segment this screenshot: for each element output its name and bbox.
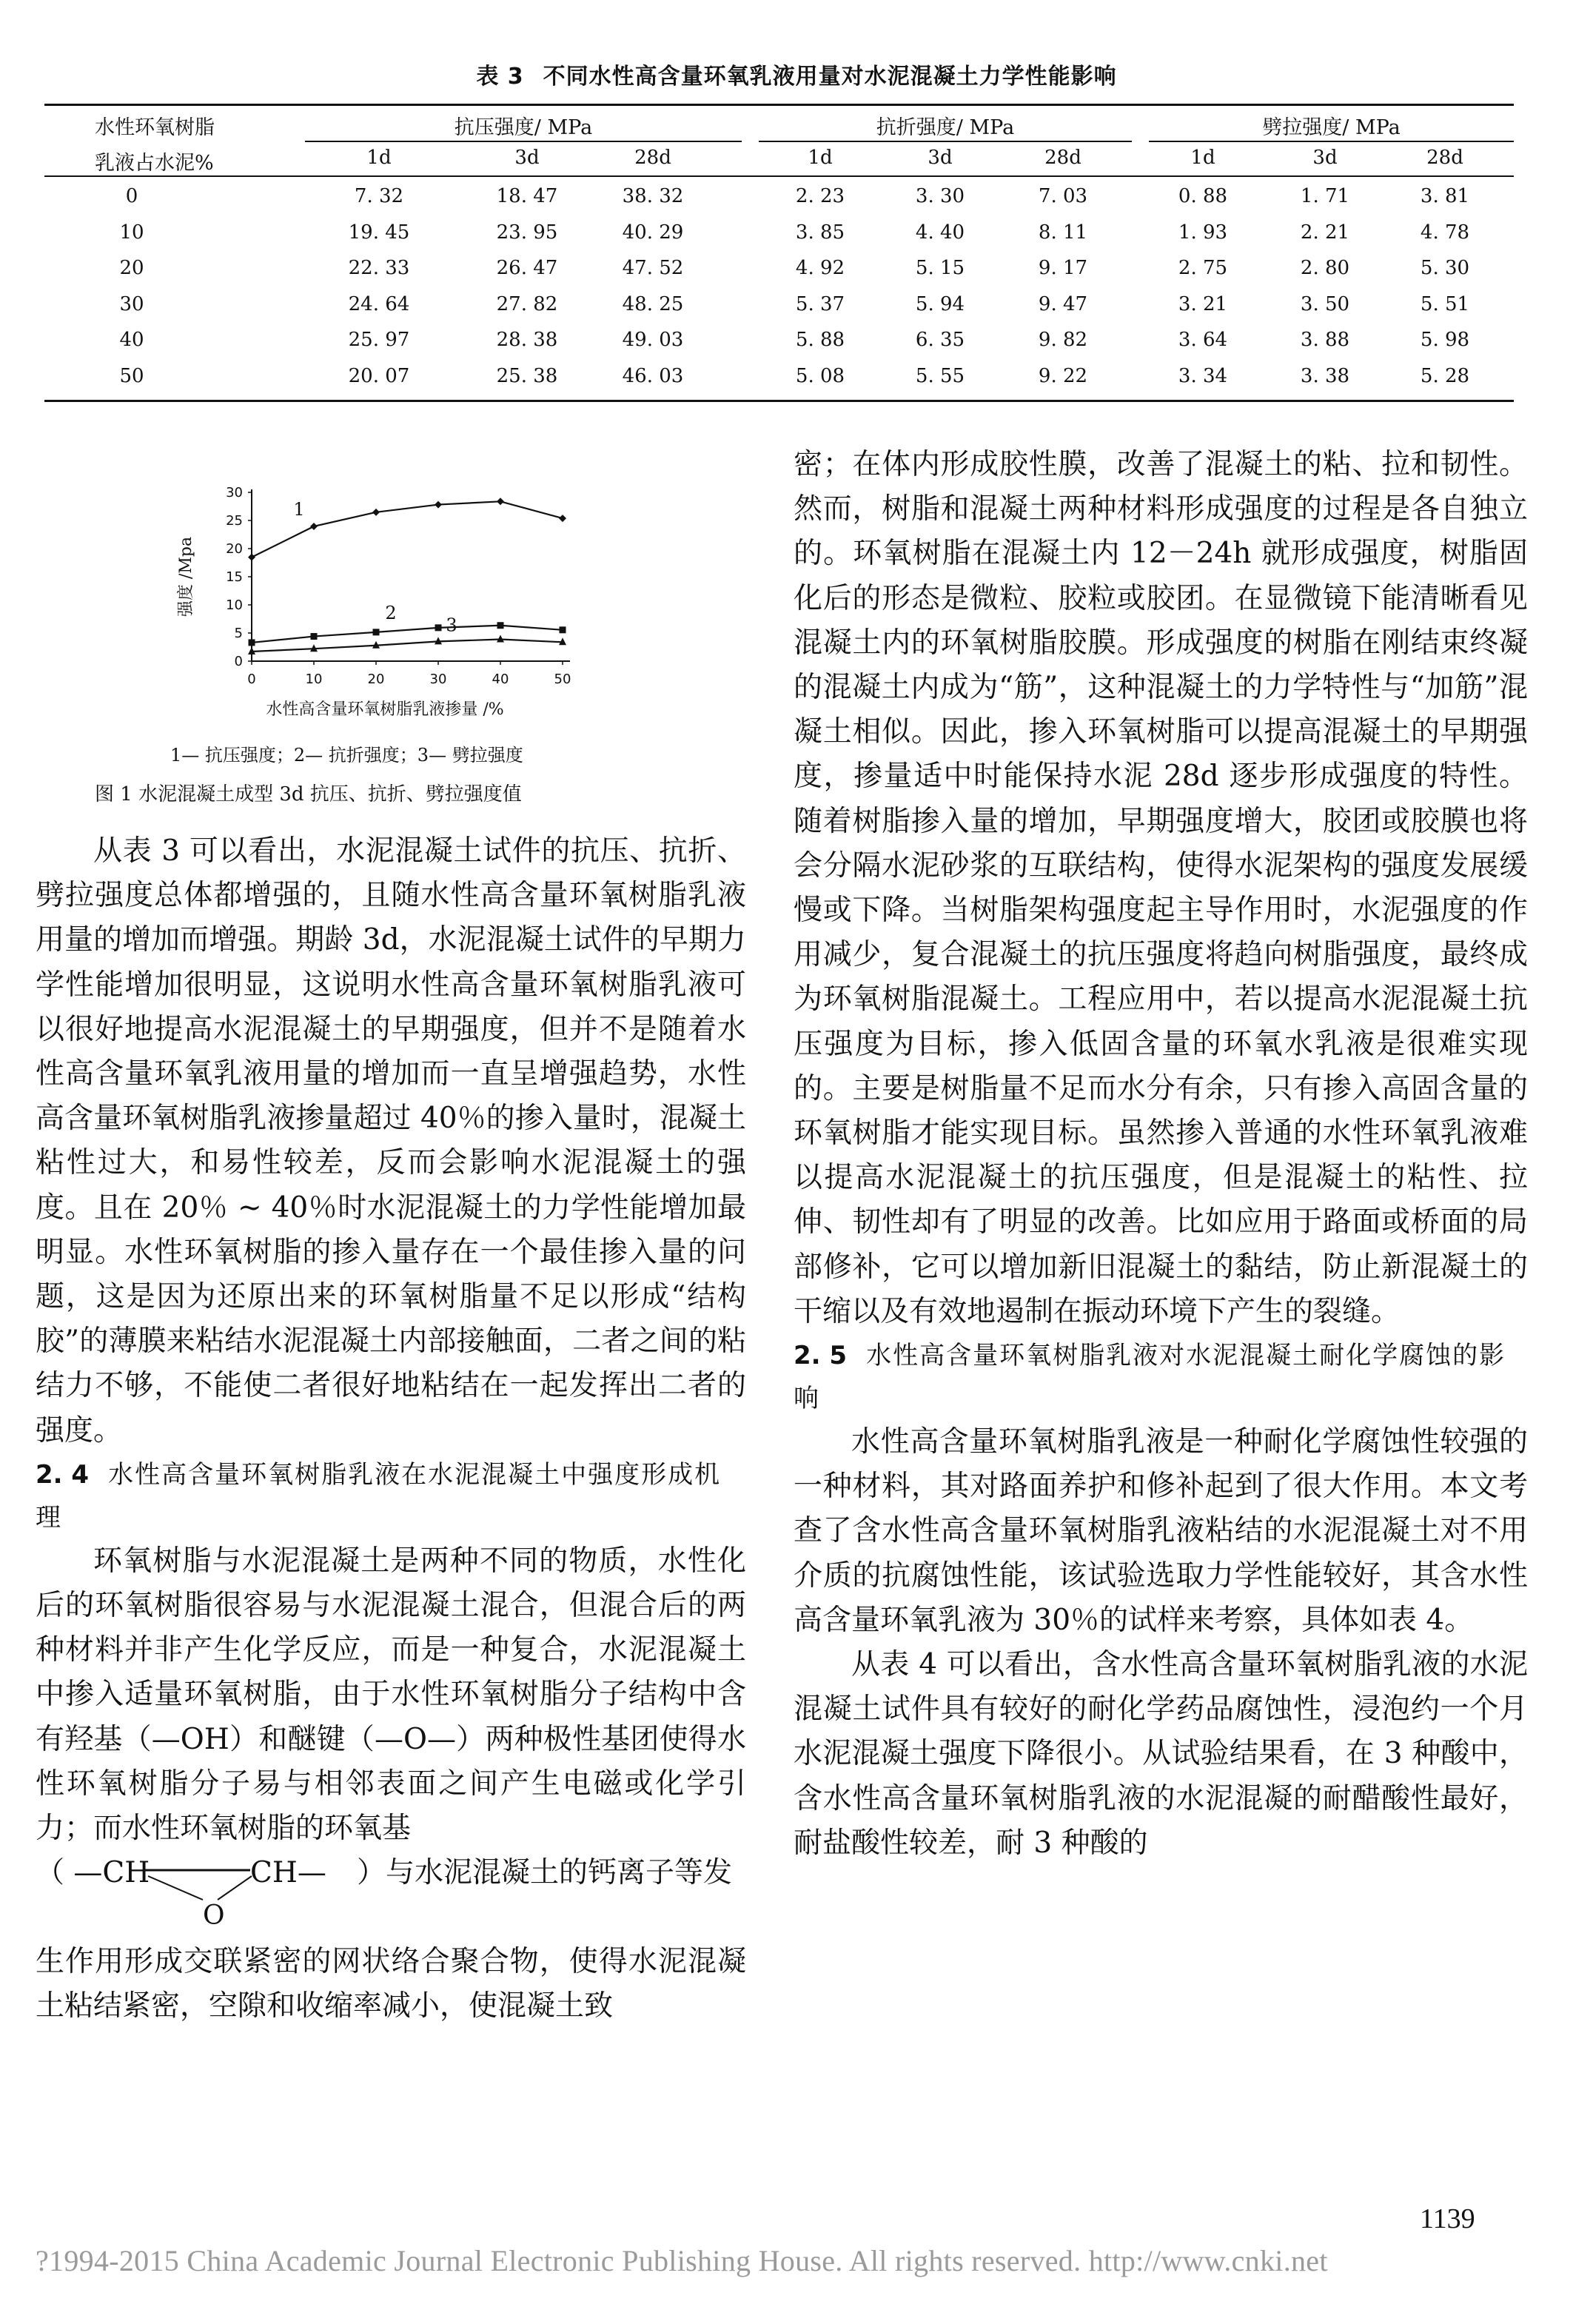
paragraph: 水性高含量环氧树脂乳液是一种耐化学腐蚀性较强的一种材料，其对路面养护和修补起到了很大作用。本文考查了含水性高含量环氧树脂乳液粘结的水泥混凝土对不用介质的抗腐蚀性能，该试验选取力学性能较好，其含水性高含量环氧乳液为 30％的试样来考察，具体如表 4。	[794, 1425, 1528, 1637]
y-tick-label: 10	[226, 597, 243, 613]
paragraph: 环氧树脂与水泥混凝土是两种不同的物质，水性化后的环氧树脂很容易与水泥混凝土混合，但混合后的两种材料并非产生化学反应，而是一种复合，水泥混凝土中掺入适量环氧树脂，由于水性环氧树脂分子结构中含有羟基（—OH）和醚键（—O—）两种极性基团使得水性环氧树脂分子易与相邻表面之间产生电磁或化学引力；而水性环氧树脂的环氧基	[36, 1544, 746, 1846]
table-cell: 6. 35	[915, 329, 965, 351]
y-tick-label: 20	[226, 541, 243, 557]
figure-1-chart	[163, 452, 592, 733]
table-cell: 5. 08	[795, 364, 845, 387]
group-header-flexural: 抗折强度/ MPa	[876, 116, 1015, 139]
table-cell: 3. 81	[1420, 185, 1470, 207]
data-point	[435, 501, 442, 509]
section-title: 水性高含量环氧树脂乳液对水泥混凝土耐化学腐蚀的影响	[794, 1341, 1506, 1414]
table-cell: 27. 82	[496, 292, 558, 315]
y-tick-label: 30	[226, 485, 243, 500]
x-axis-label: 水性高含量环氧树脂乳液掺量 /%	[266, 700, 504, 719]
table-cell: 4. 92	[795, 257, 845, 279]
paragraph: 密；在体内形成胶性膜，改善了混凝土的粘、拉和韧性。然而，树脂和混凝土两种材料形成强度的过程是各自独立的。环氧树脂在混凝土内 12－24h 就形成强度，树脂固化后的形态是微粒、胶粒或胶团。在显微镜下能清晰看见混凝土内的环氧树脂胶膜。形成强度的树脂在刚结束终凝的混凝土内成为“筋”，这种混凝土的力学特性与“加筋”混凝土相似。因此，掺入环氧树脂可以提高混凝土的早期强度，掺量适中时能保持水泥 28d 逐步形成强度的特性。随着树脂掺入量的增加，早期强度增大，胶团或胶膜也将会分隔水泥砂浆的互联结构，使得水泥架构的强度发展缓慢或下降。当树脂架构强度起主导作用时，水泥强度的作用减少，复合混凝土的抗压强度将趋向树脂强度，最终成为环氧树脂混凝土。工程应用中，若以提高水泥混凝土抗压强度为目标，掺入低固含量的环氧水乳液是很难实现的。主要是树脂量不足而水分有余，只有掺入高固含量的环氧树脂才能实现目标。虽然掺入普通的水性环氧乳液难以提高水泥混凝土的抗压强度，但是混凝土的粘性、拉伸、韧性却有了明显的改善。比如应用于路面或桥面的局部修补，它可以增加新旧混凝土的黏结，防止新混凝土的干缩以及有效地遏制在振动环境下产生的裂缝。	[794, 448, 1528, 1328]
x-tick-label: 20	[367, 672, 385, 687]
table-cell: 5. 94	[915, 292, 965, 315]
table-cell: 5. 98	[1420, 329, 1470, 351]
table-number: 表 3	[476, 64, 524, 90]
formula-oxygen: O	[203, 1901, 225, 1932]
table-cell: 7. 32	[354, 185, 404, 207]
stub-header-line1: 水性环氧树脂	[95, 116, 215, 139]
table-cell: 3. 85	[795, 221, 845, 244]
table-cell: 5. 88	[795, 329, 845, 351]
age-header-cell: 28d	[1044, 147, 1081, 169]
y-tick-label: 5	[234, 626, 243, 641]
left-column	[36, 829, 746, 2029]
table-cell: 3. 38	[1300, 364, 1350, 387]
paragraph: 从表 3 可以看出，水泥混凝土试件的抗压、抗折、劈拉强度总体都增强的，且随水性高含量环氧树脂乳液用量的增加而增强。期龄 3d，水泥混凝土试件的早期力学性能增加很明显，这说明水性高含量环氧树脂乳液可以很好地提高水泥混凝土的早期强度，但并不是随着水性高含量环氧乳液用量的增加而一直呈增强趋势，水性高含量环氧树脂乳液掺量超过 40％的掺入量时，混凝土粘性过大，和易性较差，反而会影响水泥混凝土的强度。且在 20％ ~ 40％时水泥混凝土的力学性能增加最明显。水性环氧树脂的掺入量存在一个最佳掺入量的问题，这是因为还原出来的环氧树脂量不足以形成“结构胶”的薄膜来粘结水泥混凝土内部接触面，二者之间的粘结力不够，不能使二者很好地粘结在一起发挥出二者的强度。	[36, 834, 746, 1447]
data-point	[249, 639, 255, 646]
figure-legend: 1— 抗压强度；2— 抗折强度；3— 劈拉强度	[170, 745, 523, 766]
paragraph: 生作用形成交联紧密的网状络合聚合物，使得水泥混凝土粘结紧密，空隙和收缩率减小，使混凝土致	[36, 1945, 746, 2023]
epoxide-formula-line	[36, 1851, 746, 1940]
row-stub-cell: 40	[119, 329, 144, 351]
data-point	[559, 515, 566, 522]
table-cell: 1. 71	[1300, 185, 1350, 207]
data-point	[435, 624, 442, 631]
age-header-cell: 3d	[1312, 147, 1338, 169]
x-tick-label: 10	[305, 672, 323, 687]
table-cell: 28. 38	[496, 329, 558, 351]
table-cell: 3. 50	[1300, 292, 1350, 315]
data-point	[497, 498, 504, 505]
table-cell: 38. 32	[622, 185, 684, 207]
table-cell: 25. 38	[496, 364, 558, 387]
age-header-cell: 3d	[928, 147, 953, 169]
table-cell: 2. 23	[795, 185, 845, 207]
table-cell: 48. 25	[622, 292, 684, 315]
page-number: 1139	[1420, 2203, 1475, 2234]
table-cell: 26. 47	[496, 257, 558, 279]
row-stub-cell: 20	[119, 257, 144, 279]
paragraph: 从表 4 可以看出，含水性高含量环氧树脂乳液的水泥混凝土试件具有较好的耐化学药品腐蚀性，浸泡约一个月水泥混凝土强度下降很小。从试验结果看，在 3 种酸中，含水性高含量环氧树脂乳液的水泥混凝的耐醋酸性最好，耐盐酸性较差，耐 3 种酸的	[794, 1648, 1528, 1860]
age-header-cell: 3d	[514, 147, 540, 169]
data-point	[497, 635, 504, 643]
series-label: 2	[385, 602, 397, 623]
table-cell: 18. 47	[496, 185, 558, 207]
table-cell: 3. 30	[915, 185, 965, 207]
table-cell: 9. 82	[1038, 329, 1088, 351]
section-title: 水性高含量环氧树脂乳液在水泥混凝土中强度形成机理	[36, 1459, 722, 1533]
age-header-cell: 1d	[366, 147, 392, 169]
table-cell: 2. 75	[1178, 257, 1228, 279]
copyright-watermark: ?1994-2015 China Academic Journal Electronic Publishing House. All rights reserved. http://www.cnki.net	[36, 2244, 1328, 2277]
table-cell: 2. 80	[1300, 257, 1350, 279]
section-number: 2. 4	[36, 1459, 90, 1490]
group-rule-splitting	[1149, 141, 1514, 142]
table-cell: 5. 51	[1420, 292, 1470, 315]
table-cell: 5. 55	[915, 364, 965, 387]
table-top-rule	[44, 104, 1514, 106]
data-point	[372, 509, 380, 516]
table-header-rule	[44, 175, 1514, 177]
y-tick-label: 25	[226, 513, 243, 529]
group-header-compressive: 抗压强度/ MPa	[454, 116, 593, 139]
table-cell: 25. 97	[348, 329, 410, 351]
section-number: 2. 5	[794, 1341, 848, 1371]
age-header-cell: 1d	[808, 147, 833, 169]
table-cell: 19. 45	[348, 221, 410, 244]
table-cell: 47. 52	[622, 257, 684, 279]
figure-caption: 图 1 水泥混凝土成型 3d 抗压、抗折、劈拉强度值	[95, 783, 522, 806]
series-line-3	[252, 640, 563, 652]
data-point	[248, 554, 255, 561]
formula-ch-left: （ —CH	[36, 1856, 150, 1890]
table-cell: 24. 64	[348, 292, 410, 315]
section-heading-2-4	[36, 1453, 746, 1539]
y-axis-label: 强度 /Mpa	[177, 536, 195, 617]
right-column	[794, 443, 1528, 1866]
group-header-splitting: 劈拉强度/ MPa	[1262, 116, 1401, 139]
row-stub-cell: 30	[119, 292, 144, 315]
table-cell: 4. 78	[1420, 221, 1470, 244]
table-cell: 3. 21	[1178, 292, 1228, 315]
series-label: 1	[293, 498, 305, 520]
table-cell: 49. 03	[622, 329, 684, 351]
table-cell: 9. 47	[1038, 292, 1088, 315]
table-cell: 22. 33	[348, 257, 410, 279]
table-cell: 9. 22	[1038, 364, 1088, 387]
y-tick-label: 15	[226, 569, 243, 585]
table-cell: 2. 21	[1300, 221, 1350, 244]
table-cell: 23. 95	[496, 221, 558, 244]
table-cell: 46. 03	[622, 364, 684, 387]
x-tick-label: 40	[492, 672, 509, 687]
group-rule-compressive	[305, 141, 742, 142]
table-bottom-rule	[44, 400, 1514, 402]
x-tick-label: 50	[554, 672, 571, 687]
age-header-cell: 28d	[1426, 147, 1463, 169]
y-tick-label: 0	[234, 654, 243, 669]
formula-ch-right: CH—	[250, 1856, 326, 1890]
data-point	[560, 626, 566, 633]
table-cell: 5. 28	[1420, 364, 1470, 387]
age-header-cell: 28d	[634, 147, 671, 169]
stub-header-line2: 乳液占水泥%	[95, 152, 214, 175]
data-point	[310, 523, 318, 530]
data-point	[373, 629, 380, 635]
table-cell: 5. 37	[795, 292, 845, 315]
table-cell: 5. 30	[1420, 257, 1470, 279]
table-cell: 5. 15	[915, 257, 965, 279]
table-cell: 8. 11	[1038, 221, 1088, 244]
series-label: 3	[446, 615, 457, 636]
table-cell: 1. 93	[1178, 221, 1228, 244]
row-stub-cell: 0	[125, 185, 138, 207]
table-cell: 9. 17	[1038, 257, 1088, 279]
data-point	[497, 622, 504, 629]
age-header-cell: 1d	[1190, 147, 1215, 169]
row-stub-cell: 10	[119, 221, 144, 244]
table-cell: 3. 64	[1178, 329, 1228, 351]
row-stub-cell: 50	[119, 364, 144, 387]
section-heading-2-5	[794, 1334, 1528, 1420]
data-point	[311, 633, 318, 640]
table-cell: 3. 88	[1300, 329, 1350, 351]
formula-trailing-text: ）与水泥混凝土的钙离子等发	[357, 1856, 733, 1890]
table-title	[0, 58, 1593, 90]
table-caption: 不同水性高含量环氧乳液用量对水泥混凝土力学性能影响	[543, 64, 1117, 90]
table-cell: 0. 88	[1178, 185, 1228, 207]
x-tick-label: 0	[247, 672, 256, 687]
table-cell: 4. 40	[915, 221, 965, 244]
table-cell: 40. 29	[622, 221, 684, 244]
table-cell: 20. 07	[348, 364, 410, 387]
table-cell: 7. 03	[1038, 185, 1088, 207]
table-cell: 3. 34	[1178, 364, 1228, 387]
group-rule-flexural	[759, 141, 1132, 142]
x-tick-label: 30	[429, 672, 447, 687]
